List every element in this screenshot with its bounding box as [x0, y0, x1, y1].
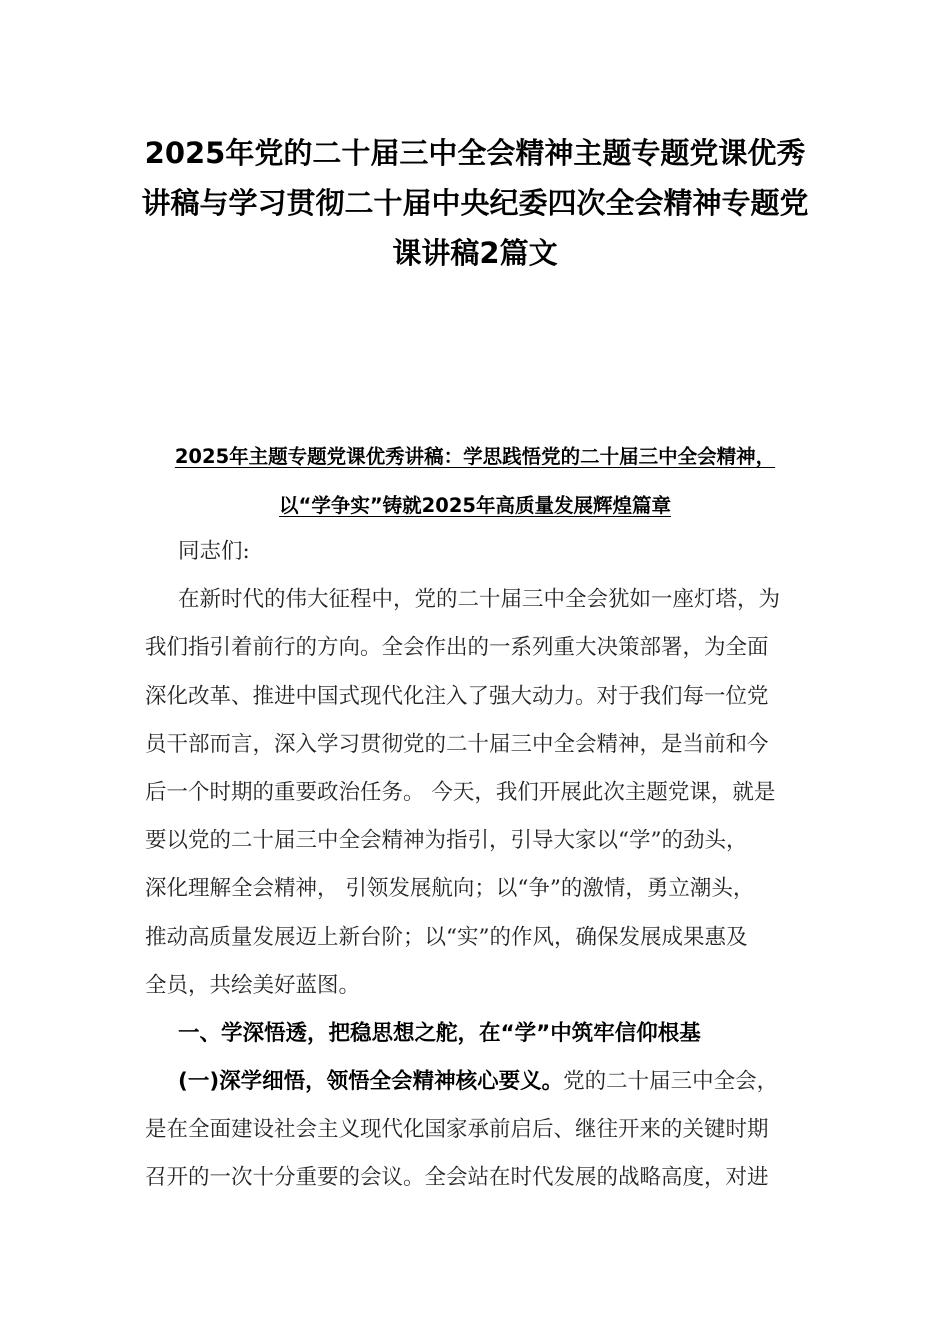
- paragraph-line: 全员，共绘美好蓝图。: [145, 972, 361, 998]
- paragraph-line: 要以党的二十届三中全会精神为指引，引导大家以“学”的劲头，: [145, 828, 748, 854]
- document-body: [145, 528, 815, 1203]
- title-line: 2025年党的二十届三中全会精神主题专题党课优秀: [144, 136, 806, 170]
- title-line: 课讲稿2篇文: [392, 236, 558, 270]
- paragraph-line: 深化改革、推进中国式现代化注入了强大动力。对于我们每一位党: [145, 683, 769, 709]
- paragraph-line: 后一个时期的重要政治任务。 今天，我们开展此次主题党课，就是: [145, 779, 776, 805]
- subheading-text: 党的二十届三中全会，: [563, 1069, 779, 1095]
- section-title-line: 以“学争实”铸就2025年高质量发展辉煌篇章: [279, 494, 671, 517]
- salutation: 同志们:: [178, 539, 250, 564]
- subheading-bold: (一)深学细悟，领悟全会精神核心要义。: [178, 1069, 564, 1095]
- title-line: 讲稿与学习贯彻二十届中央纪委四次全会精神专题党: [141, 186, 809, 220]
- subheading-line: [145, 1058, 815, 1106]
- paragraph-line: 深化理解全会精神， 引领发展航向；以“争”的激情，勇立潮头，: [145, 876, 755, 902]
- section-title: [100, 432, 850, 530]
- paragraph-line: 员干部而言，深入学习贯彻党的二十届三中全会精神，是当前和今: [145, 731, 769, 757]
- paragraph-line: 推动高质量发展迈上新台阶；以“实”的作风，确保发展成果惠及: [145, 924, 748, 950]
- document-title: [100, 128, 850, 278]
- paragraph-line: 召开的一次十分重要的会议。全会站在时代发展的战略高度，对进: [145, 1165, 769, 1191]
- paragraph-line: 在新时代的伟大征程中，党的二十届三中全会犹如一座灯塔，为: [178, 587, 781, 613]
- paragraph-line: 是在全面建设社会主义现代化国家承前启后、继往开来的关键时期: [145, 1117, 769, 1143]
- section-title-line: 2025年主题专题党课优秀讲稿：学思践悟党的二十届三中全会精神，: [174, 445, 776, 468]
- section-heading: 一、学深悟透，把稳思想之舵，在“学”中筑牢信仰根基: [178, 1020, 701, 1046]
- paragraph-line: 我们指引着前行的方向。全会作出的一系列重大决策部署，为全面: [145, 635, 769, 661]
